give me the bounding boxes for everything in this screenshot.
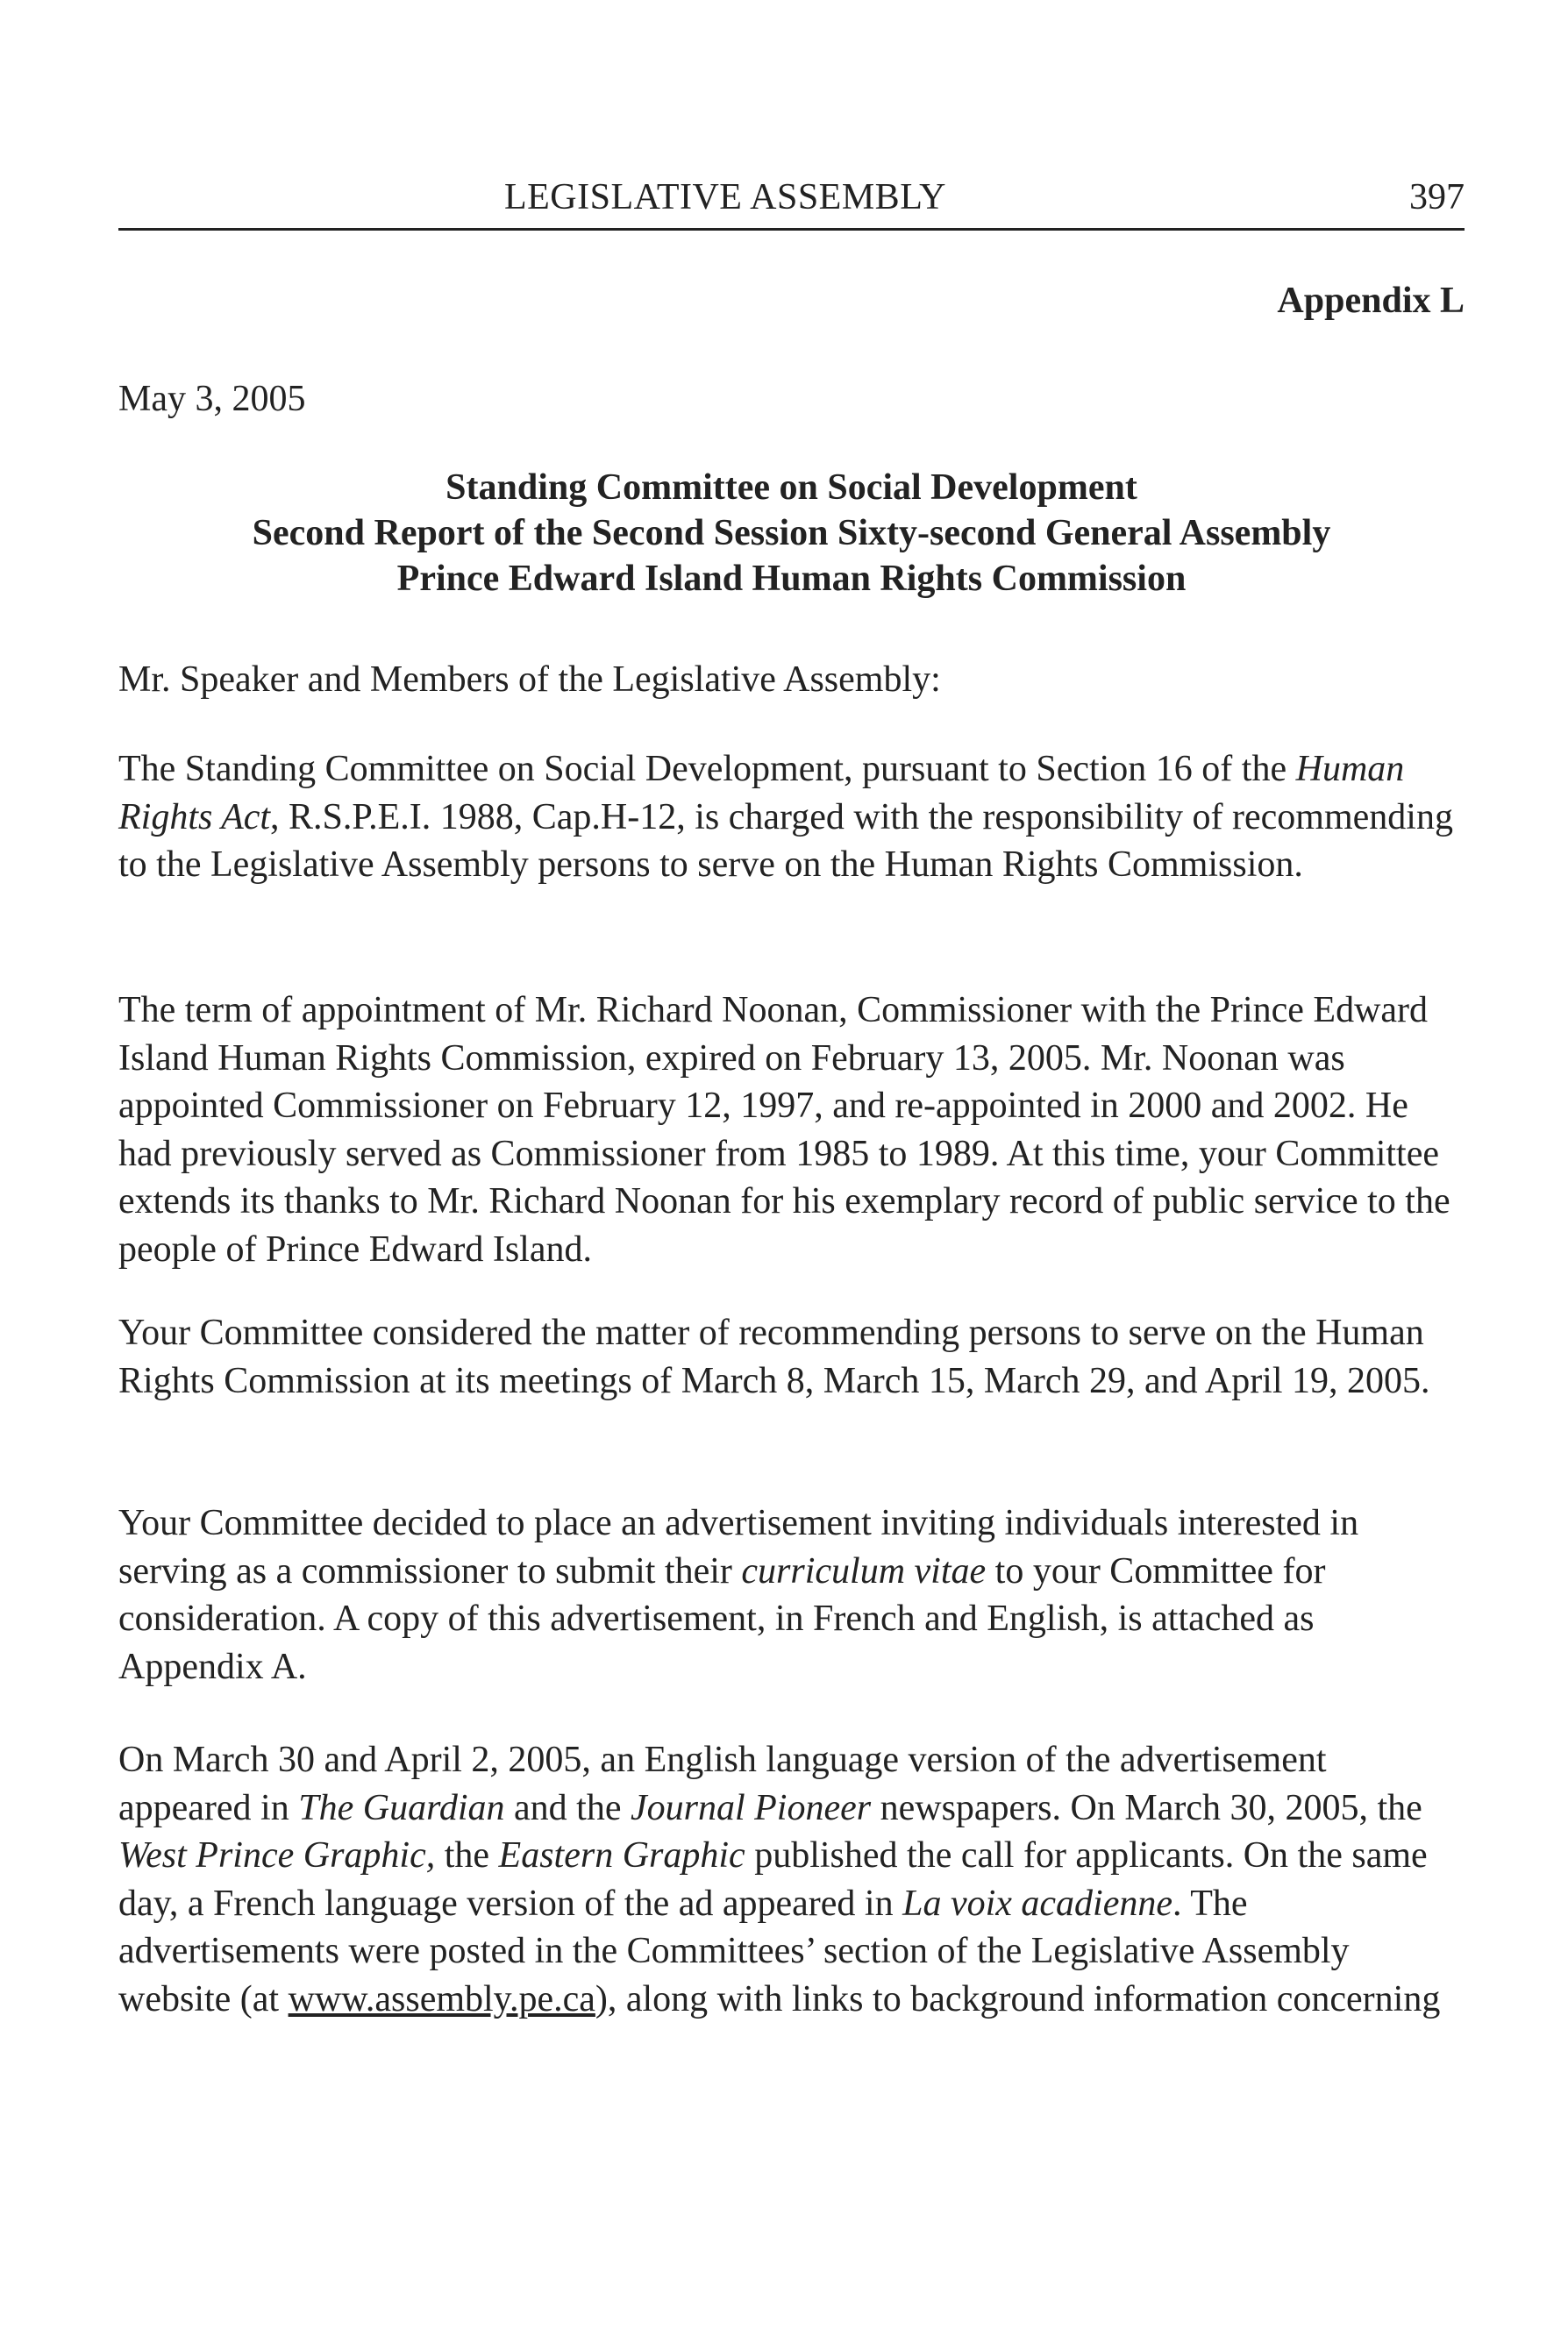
running-header	[118, 167, 1465, 231]
paragraph-4-text-a: Your Committee decided to place an advertisement inviting individuals interested in serving as a commissioner to submit their	[118, 1503, 1359, 1592]
website-link[interactable]: www.assembly.pe.ca	[288, 1978, 595, 2019]
paragraph-5	[118, 1736, 1465, 2023]
paragraph-2-text: The term of appointment of Mr. Richard Noonan, Commissioner with the Prince Edward Island Human Rights Commission, expired on February 13, 2005. Mr. Noonan was appointed Commissioner on February 12, 1997, and re-appointed in 2000 and 2002. He had previously served as Commissioner from 1985 to 1989. At this time, your Committee extends its thanks to Mr. Richard Noonan for his exemplary record of public service to the people of Prince Edward Island.	[118, 990, 1450, 1270]
paragraph-4-text-b: to your Committee for consideration. A copy of this advertisement, in French and English, is attached as Appendix A.	[118, 1550, 1326, 1687]
paragraph-1	[118, 745, 1465, 889]
paragraph-5-text-c: newspapers. On March 30, 2005, the	[871, 1787, 1422, 1828]
newspaper-title: The Guardian	[298, 1787, 505, 1828]
newspaper-title: West Prince Graphic,	[118, 1835, 436, 1876]
report-title-line-2: Second Report of the Second Session Sixty-second General Assembly	[252, 513, 1331, 553]
newspaper-title: La voix acadienne	[902, 1883, 1172, 1924]
paragraph-5-text-b: and the	[504, 1787, 631, 1828]
appendix-label: Appendix L	[1277, 281, 1465, 321]
document-date: May 3, 2005	[118, 379, 306, 419]
paragraph-4	[118, 1499, 1465, 1691]
paragraph-2	[118, 986, 1465, 1273]
running-title: LEGISLATIVE ASSEMBLY	[504, 177, 946, 217]
report-title-line-3: Prince Edward Island Human Rights Commission	[396, 559, 1187, 599]
paragraph-5-text-g: ), along with links to background information concerning	[595, 1978, 1441, 2019]
paragraph-3	[118, 1309, 1465, 1405]
page-number: 397	[1409, 177, 1465, 217]
paragraph-5-text-e: published the call for applicants. On the same day, a French language version of the ad appeared in	[118, 1835, 1428, 1924]
paragraph-1-text-b: , R.S.P.E.I. 1988, Cap.H-12, is charged with the responsibility of recommending to the Legislative Assembly persons to serve on the Human Rights Commission.	[118, 796, 1453, 885]
act-title: Human Rights Act	[118, 749, 1405, 837]
paragraph-5-text-a: On March 30 and April 2, 2005, an English language version of the advertisement appeared in	[118, 1740, 1327, 1828]
salutation: Mr. Speaker and Members of the Legislative Assembly:	[118, 659, 941, 700]
newspaper-title: Journal Pioneer	[630, 1787, 872, 1828]
paragraph-5-text-d: the	[435, 1835, 499, 1876]
report-title	[118, 465, 1465, 602]
newspaper-title: Eastern Graphic	[498, 1835, 745, 1876]
report-title-line-1: Standing Committee on Social Development	[445, 467, 1137, 508]
paragraph-3-text: Your Committee considered the matter of recommending persons to serve on the Human Rights Commission at its meetings of March 8, March 15, March 29, and April 19, 2005.	[118, 1313, 1430, 1401]
cv-term: curriculum vitae	[741, 1550, 987, 1592]
paragraph-1-text-a: The Standing Committee on Social Development, pursuant to Section 16 of the	[118, 749, 1296, 789]
paragraph-5-text-f: . The advertisements were posted in the Committees’ section of the Legislative Assembly website (at	[118, 1883, 1350, 2019]
